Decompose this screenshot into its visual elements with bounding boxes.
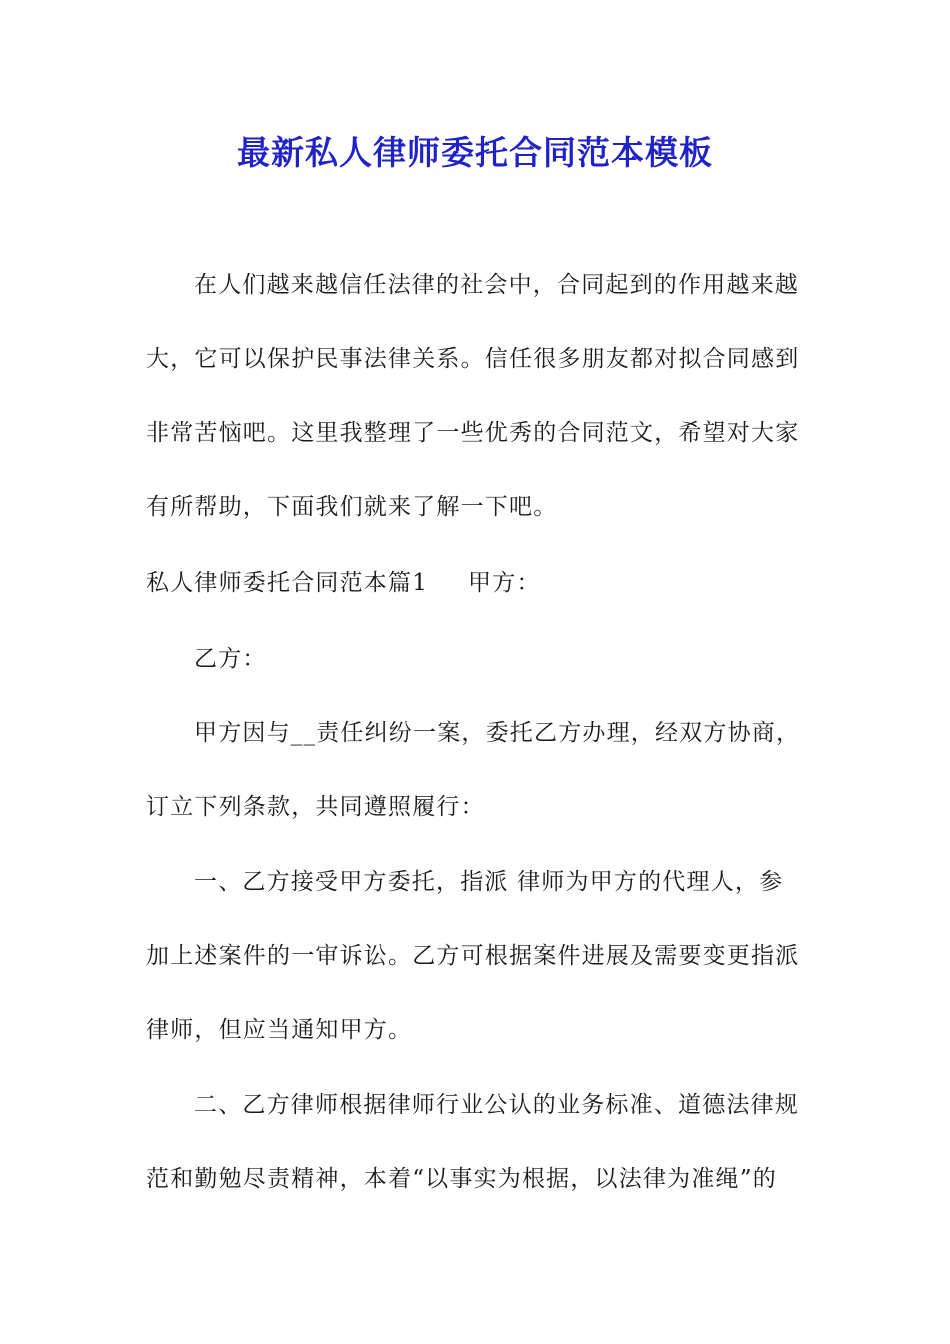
clause-2: 二、乙方律师根据律师行业公认的业务标准、道德法律规范和勤勉尽责精神，本着“以事实为根据，以法律为准绳”的 xyxy=(146,1092,799,1192)
section-heading: 私人律师委托合同范本篇1 xyxy=(146,570,429,596)
document-title: 最新私人律师委托合同范本模板 xyxy=(237,133,713,172)
clause-1: 一、乙方接受甲方委托，指派 律师为甲方的代理人，参加上述案件的一审诉讼。乙方可根据案件进展及需要变更指派律师，但应当通知甲方。 xyxy=(146,869,800,1043)
clause-preamble: 甲方因与__责任纠纷一案，委托乙方办理，经双方协商，订立下列条款，共同遵照履行： xyxy=(146,720,801,820)
section-heading-row xyxy=(146,563,541,603)
intro-paragraph: 在人们越来越信任法律的社会中，合同起到的作用越来越大，它可以保护民事法律关系。信任很多朋友都对拟合同感到非常苦恼吧。这里我整理了一些优秀的合同范文，希望对大家有所帮助，下面我们就来了解一下吧。 xyxy=(146,272,800,520)
party-b-label: 乙方： xyxy=(194,646,267,672)
party-a-label: 甲方： xyxy=(468,570,541,596)
